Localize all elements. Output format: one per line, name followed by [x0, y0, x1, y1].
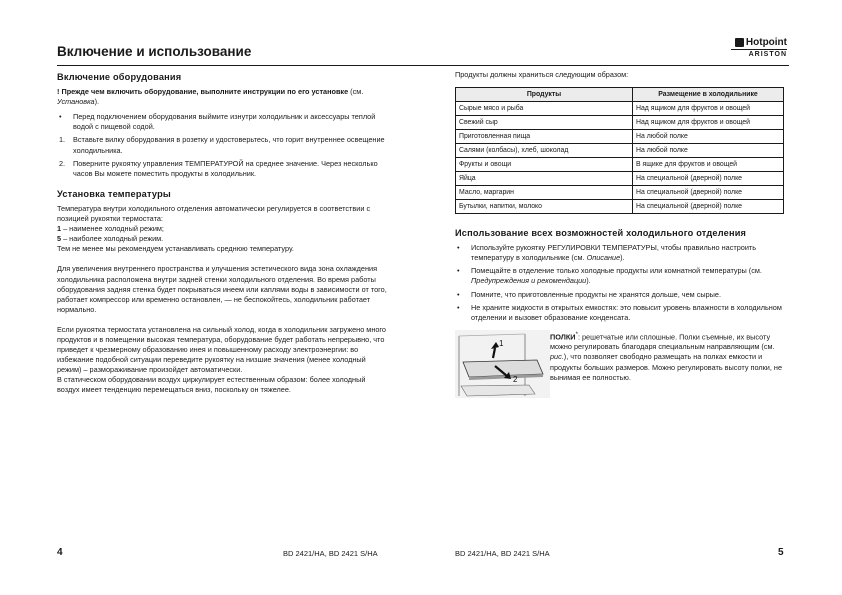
right-column: [455, 70, 785, 398]
shelves-text: ПОЛКИ*: решетчатые или сплошные. Полки съемные, их высоту можно регулировать благодаря специальным направляющим (см. рис.), что позволяет свободно размещать на полках емкости и продукты больших размеров. Можно регулировать высоту полки, не вынимая ее полностью.: [550, 330, 783, 382]
brand-sub: ARISTON: [731, 49, 787, 58]
warning-bold: ! Прежде чем включить оборудование, выполните инструкции по его установке: [57, 87, 349, 97]
thermostat-paragraph: Если рукоятка термостата установлена на сильный холод, когда в холодильник загружено много продуктов и в помещении высокая температура, оборудование будет работать непрерывно, что приведет к чрезмерному образованию инея и повышенному расходу электроэнергии: во избежание подобной ситуации переведите рукоятку на низшие значения (менее холодный режим) – размораживание произойдет автоматически.: [57, 324, 386, 375]
table-header: Продукты: [456, 88, 633, 102]
list-item: 2. Поверните рукоятку управления ТЕМПЕРАТУРОЙ на среднее значение. Через несколько часов Вы можете поместить продукты в холодильник.: [59, 158, 378, 178]
list-item: 1. Вставьте вилку оборудования в розетку и удостоверьтесь, что горит внутреннее освещение холодильника.: [59, 135, 385, 155]
page-number-left: 4: [57, 547, 63, 558]
figure-label-1: 1: [499, 338, 504, 348]
table-row: Сырые мясо и рыба Над ящиком для фруктов и овощей: [456, 102, 784, 116]
table-row: Салями (колбасы), хлеб, шоколад На любой полке: [456, 144, 784, 158]
table-row: Приготовленная пища На любой полке: [456, 130, 784, 144]
static-paragraph: В статическом оборудовании воздух циркулирует естественным образом: более холодный воздух имеет тенденцию перемещаться вниз, поскольку он тяжелее.: [57, 375, 366, 395]
table-header-row: [456, 88, 784, 102]
list-item: • Помните, что приготовленные продукты не хранятся дольше, чем сырые.: [457, 289, 721, 299]
page-title: Включение и использование: [57, 44, 252, 59]
storage-intro: Продукты должны храниться следующим образом:: [455, 70, 629, 79]
hotpoint-logo-icon: [735, 38, 744, 47]
install-ref: Установка: [57, 97, 95, 107]
table-header: Размещение в холодильнике: [633, 88, 784, 102]
table-row: Яйца На специальной (дверной) полке: [456, 172, 784, 186]
left-column: [57, 72, 387, 396]
brand-name: Hotpoint: [745, 37, 787, 48]
temp-intro: Температура внутри холодильного отделения автоматически регулируется в соответствии с позицией рукоятки термостата:: [57, 203, 371, 224]
temp-level-5: 5 – наиболее холодный режим.: [57, 234, 164, 244]
install-warning: ! Прежде чем включить оборудование, выполните инструкции по его установке (см. Установка).: [57, 87, 364, 107]
figure-label-2: 2: [513, 374, 518, 384]
list-item: • Используйте рукоятку РЕГУЛИРОВКИ ТЕМПЕРАТУРЫ, чтобы правильно настроить температуру в холодильнике (см. Описание).: [457, 243, 757, 263]
list-item: • Не храните жидкости в открытых емкостях: это повысит уровень влажности в холодильном отделении и вызовет образование конденсата.: [457, 302, 782, 322]
bullet-icon: •: [457, 289, 460, 299]
temp-recommendation: Тем не менее мы рекомендуем устанавливать среднюю температуру.: [57, 244, 294, 254]
bullet-icon: •: [457, 243, 460, 253]
shelf-illustration: [455, 330, 550, 398]
table-row: Бутылки, напитки, молоко На специальной (дверной) полке: [456, 200, 784, 214]
storage-table: [455, 87, 784, 214]
page-number-right: 5: [778, 547, 784, 558]
section-switch-on-title: Включение оборудования: [57, 72, 182, 82]
table-row: Свежий сыр Над ящиком для фруктов и овощей: [456, 116, 784, 130]
section-temperature-title: Установка температуры: [57, 188, 171, 199]
table-row: Фрукты и овощи В ящике для фруктов и овощей: [456, 158, 784, 172]
list-item: • Перед подключением оборудования выймите изнутри холодильник и аксессуары теплой водой с пищевой содой.: [59, 112, 376, 132]
footer-model-left: BD 2421/HA, BD 2421 S/HA: [283, 549, 378, 558]
shelves-block: [455, 330, 785, 398]
list-item: • Помещайте в отделение только холодные продукты или комнатной температуры (см. Предупреждения и рекомендации).: [457, 266, 762, 286]
section-usage-title: Использование всех возможностей холодильного отделения: [455, 228, 747, 239]
brand-logo: [731, 37, 787, 58]
footer-model-right: BD 2421/HA, BD 2421 S/HA: [455, 549, 550, 558]
bullet-icon: •: [457, 302, 460, 312]
title-divider: [57, 65, 789, 66]
table-row: Масло, маргарин На специальной (дверной) полке: [456, 186, 784, 200]
bullet-icon: •: [457, 266, 460, 276]
temp-level-1: 1 – наименее холодный режим;: [57, 224, 164, 234]
bullet-icon: •: [59, 112, 62, 122]
cooling-paragraph: Для увеличения внутреннего пространства и улучшения эстетического вида зона охлаждения холодильника расположена внутри задней стенки холодильного отделения. Во время работы оборудования задняя стенка будет покрываться инеем или каплями воды в зависимости от того, работает компрессор или временно остановлен, — не беспокойтесь, холодильник работает нормально.: [57, 264, 387, 314]
